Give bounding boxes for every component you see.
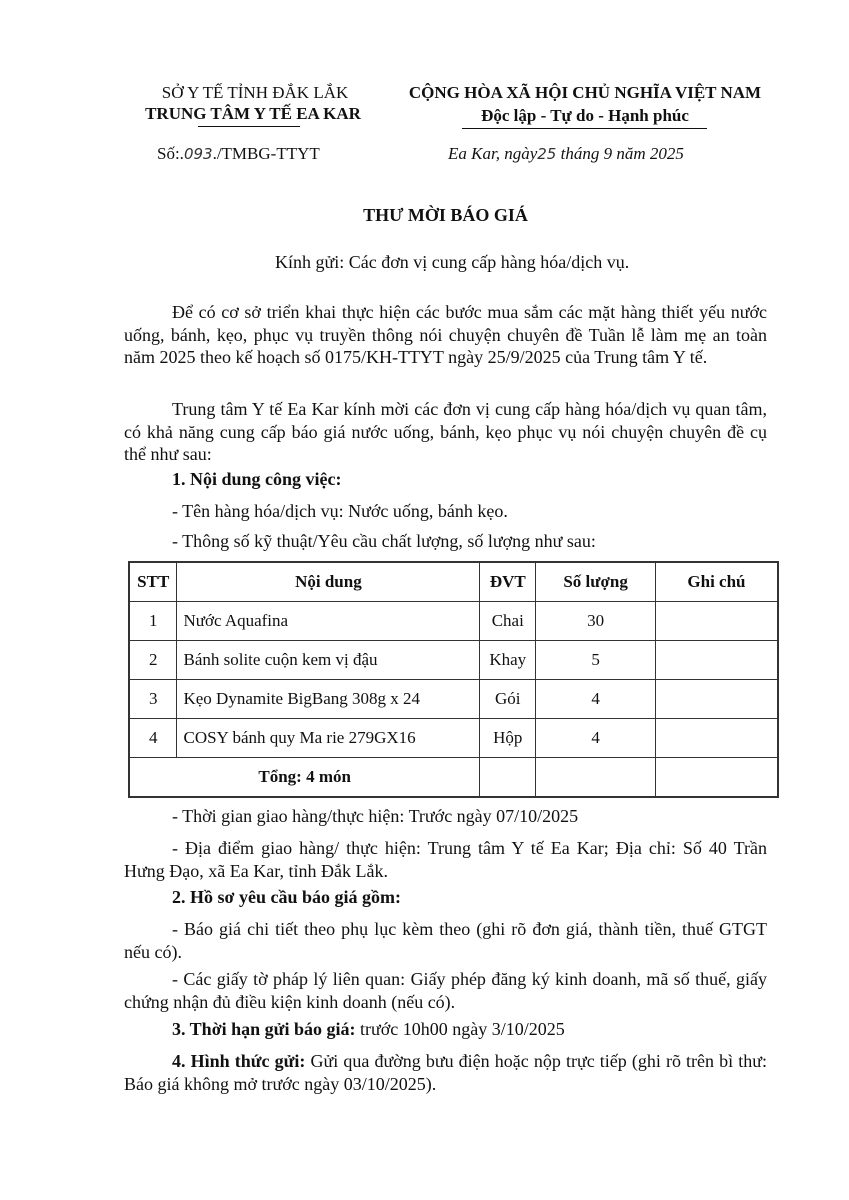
cell-stt: 4 — [129, 719, 177, 758]
cell-unit: Hộp — [480, 719, 536, 758]
date-prefix: Ea Kar, ngày — [448, 144, 538, 163]
cell-unit: Gói — [480, 680, 536, 719]
table-row — [129, 719, 778, 758]
cell-total-label: Tổng: 4 món — [129, 758, 480, 798]
section4-text: Gửi qua đường bưu điện hoặc nộp trực tiếp (ghi rõ trên bì thư: Báo giá không mở trước ngày 03/10/2025). — [124, 1051, 767, 1094]
motto-underline — [462, 128, 707, 129]
cell-note — [655, 602, 778, 641]
cell-quantity: 30 — [536, 602, 656, 641]
section3-text: trước 10h00 ngày 3/10/2025 — [355, 1019, 565, 1039]
doc-no-suffix: ./TMBG-TTYT — [212, 144, 320, 163]
document-number — [157, 144, 320, 164]
intro-paragraph-2: Trung tâm Y tế Ea Kar kính mời các đơn vị cung cấp hàng hóa/dịch vụ quan tâm, có khả năng cung cấp báo giá nước uống, bánh, kẹo phục vụ nói chuyện chuyên đề cụ thể như sau: — [124, 399, 767, 464]
delivery-time: - Thời gian giao hàng/thực hiện: Trước ngày 07/10/2025 — [172, 806, 579, 826]
cell-stt: 2 — [129, 641, 177, 680]
agency-underline — [198, 126, 300, 127]
table-header-row — [129, 562, 778, 602]
cell-content: COSY bánh quy Ma rie 279GX16 — [177, 719, 480, 758]
recipient-line: Kính gửi: Các đơn vị cung cấp hàng hóa/dịch vụ. — [275, 252, 630, 272]
cell-quantity: 4 — [536, 719, 656, 758]
section4 — [124, 1050, 767, 1095]
cell-note — [655, 719, 778, 758]
section2-heading: 2. Hồ sơ yêu cầu báo giá gồm: — [172, 887, 401, 907]
cell-note — [655, 680, 778, 719]
document-date — [448, 144, 684, 164]
header-quantity: Số lượng — [536, 562, 656, 602]
table-row — [129, 641, 778, 680]
agency-name: TRUNG TÂM Y TẾ EA KAR — [145, 104, 361, 123]
section4-heading: 4. Hình thức gửi: — [172, 1051, 306, 1071]
cell-stt: 3 — [129, 680, 177, 719]
cell-quantity: 4 — [536, 680, 656, 719]
header-content: Nội dung — [177, 562, 480, 602]
section3 — [172, 1019, 565, 1040]
cell-quantity: 5 — [536, 641, 656, 680]
cell-unit: Chai — [480, 602, 536, 641]
document-title: THƯ MỜI BÁO GIÁ — [363, 205, 528, 225]
cell-unit: Khay — [480, 641, 536, 680]
cell-content: Bánh solite cuộn kem vị đậu — [177, 641, 480, 680]
items-table — [128, 561, 779, 798]
intro-paragraph-1: Để có cơ sở triển khai thực hiện các bước mua sắm các mặt hàng thiết yếu nước uống, bánh, kẹo, phục vụ truyền thông nói chuyện chuyên đề Tuần lễ làm mẹ an toàn năm 2025 theo kế hoạch số 0175/KH-TTYT ngày 25/9/2025 của Trung tâm Y tế. — [124, 302, 767, 367]
table-row — [129, 680, 778, 719]
date-suffix: tháng 9 năm 2025 — [556, 144, 684, 163]
cell-content: Nước Aquafina — [177, 602, 480, 641]
doc-no-prefix: Số:. — [157, 144, 184, 163]
delivery-place: - Địa điểm giao hàng/ thực hiện: Trung tâm Y tế Ea Kar; Địa chỉ: Số 40 Trần Hưng Đạo, xã Ea Kar, tỉnh Đắk Lắk. — [124, 838, 767, 881]
section1-heading: 1. Nội dung công việc: — [172, 469, 342, 489]
goods-line: - Tên hàng hóa/dịch vụ: Nước uống, bánh kẹo. — [172, 501, 508, 521]
spec-line: - Thông số kỹ thuật/Yêu cầu chất lượng, số lượng như sau: — [172, 531, 596, 551]
cell-total-note — [655, 758, 778, 798]
national-motto: Độc lập - Tự do - Hạnh phúc — [481, 106, 689, 125]
section2-item2: - Các giấy tờ pháp lý liên quan: Giấy phép đăng ký kinh doanh, mã số thuế, giấy chứng nhận đủ điều kiện kinh doanh (nếu có). — [124, 969, 767, 1012]
cell-content: Kẹo Dynamite BigBang 308g x 24 — [177, 680, 480, 719]
table-row — [129, 602, 778, 641]
cell-total-quantity — [536, 758, 656, 798]
agency-parent: SỞ Y TẾ TỈNH ĐẮK LẮK — [161, 83, 349, 102]
doc-no-handwritten: 093 — [183, 145, 213, 163]
national-title: CỘNG HÒA XÃ HỘI CHỦ NGHĨA VIỆT NAM — [408, 83, 762, 102]
header-unit: ĐVT — [480, 562, 536, 602]
date-day-handwritten: 25 — [537, 145, 557, 163]
section2-item1: - Báo giá chi tiết theo phụ lục kèm theo (ghi rõ đơn giá, thành tiền, thuế GTGT nếu có). — [124, 919, 767, 962]
table-total-row — [129, 758, 778, 798]
header-stt: STT — [129, 562, 177, 602]
cell-total-unit — [480, 758, 536, 798]
section3-heading: 3. Thời hạn gửi báo giá: — [172, 1019, 356, 1039]
cell-stt: 1 — [129, 602, 177, 641]
cell-note — [655, 641, 778, 680]
header-note: Ghi chú — [655, 562, 778, 602]
